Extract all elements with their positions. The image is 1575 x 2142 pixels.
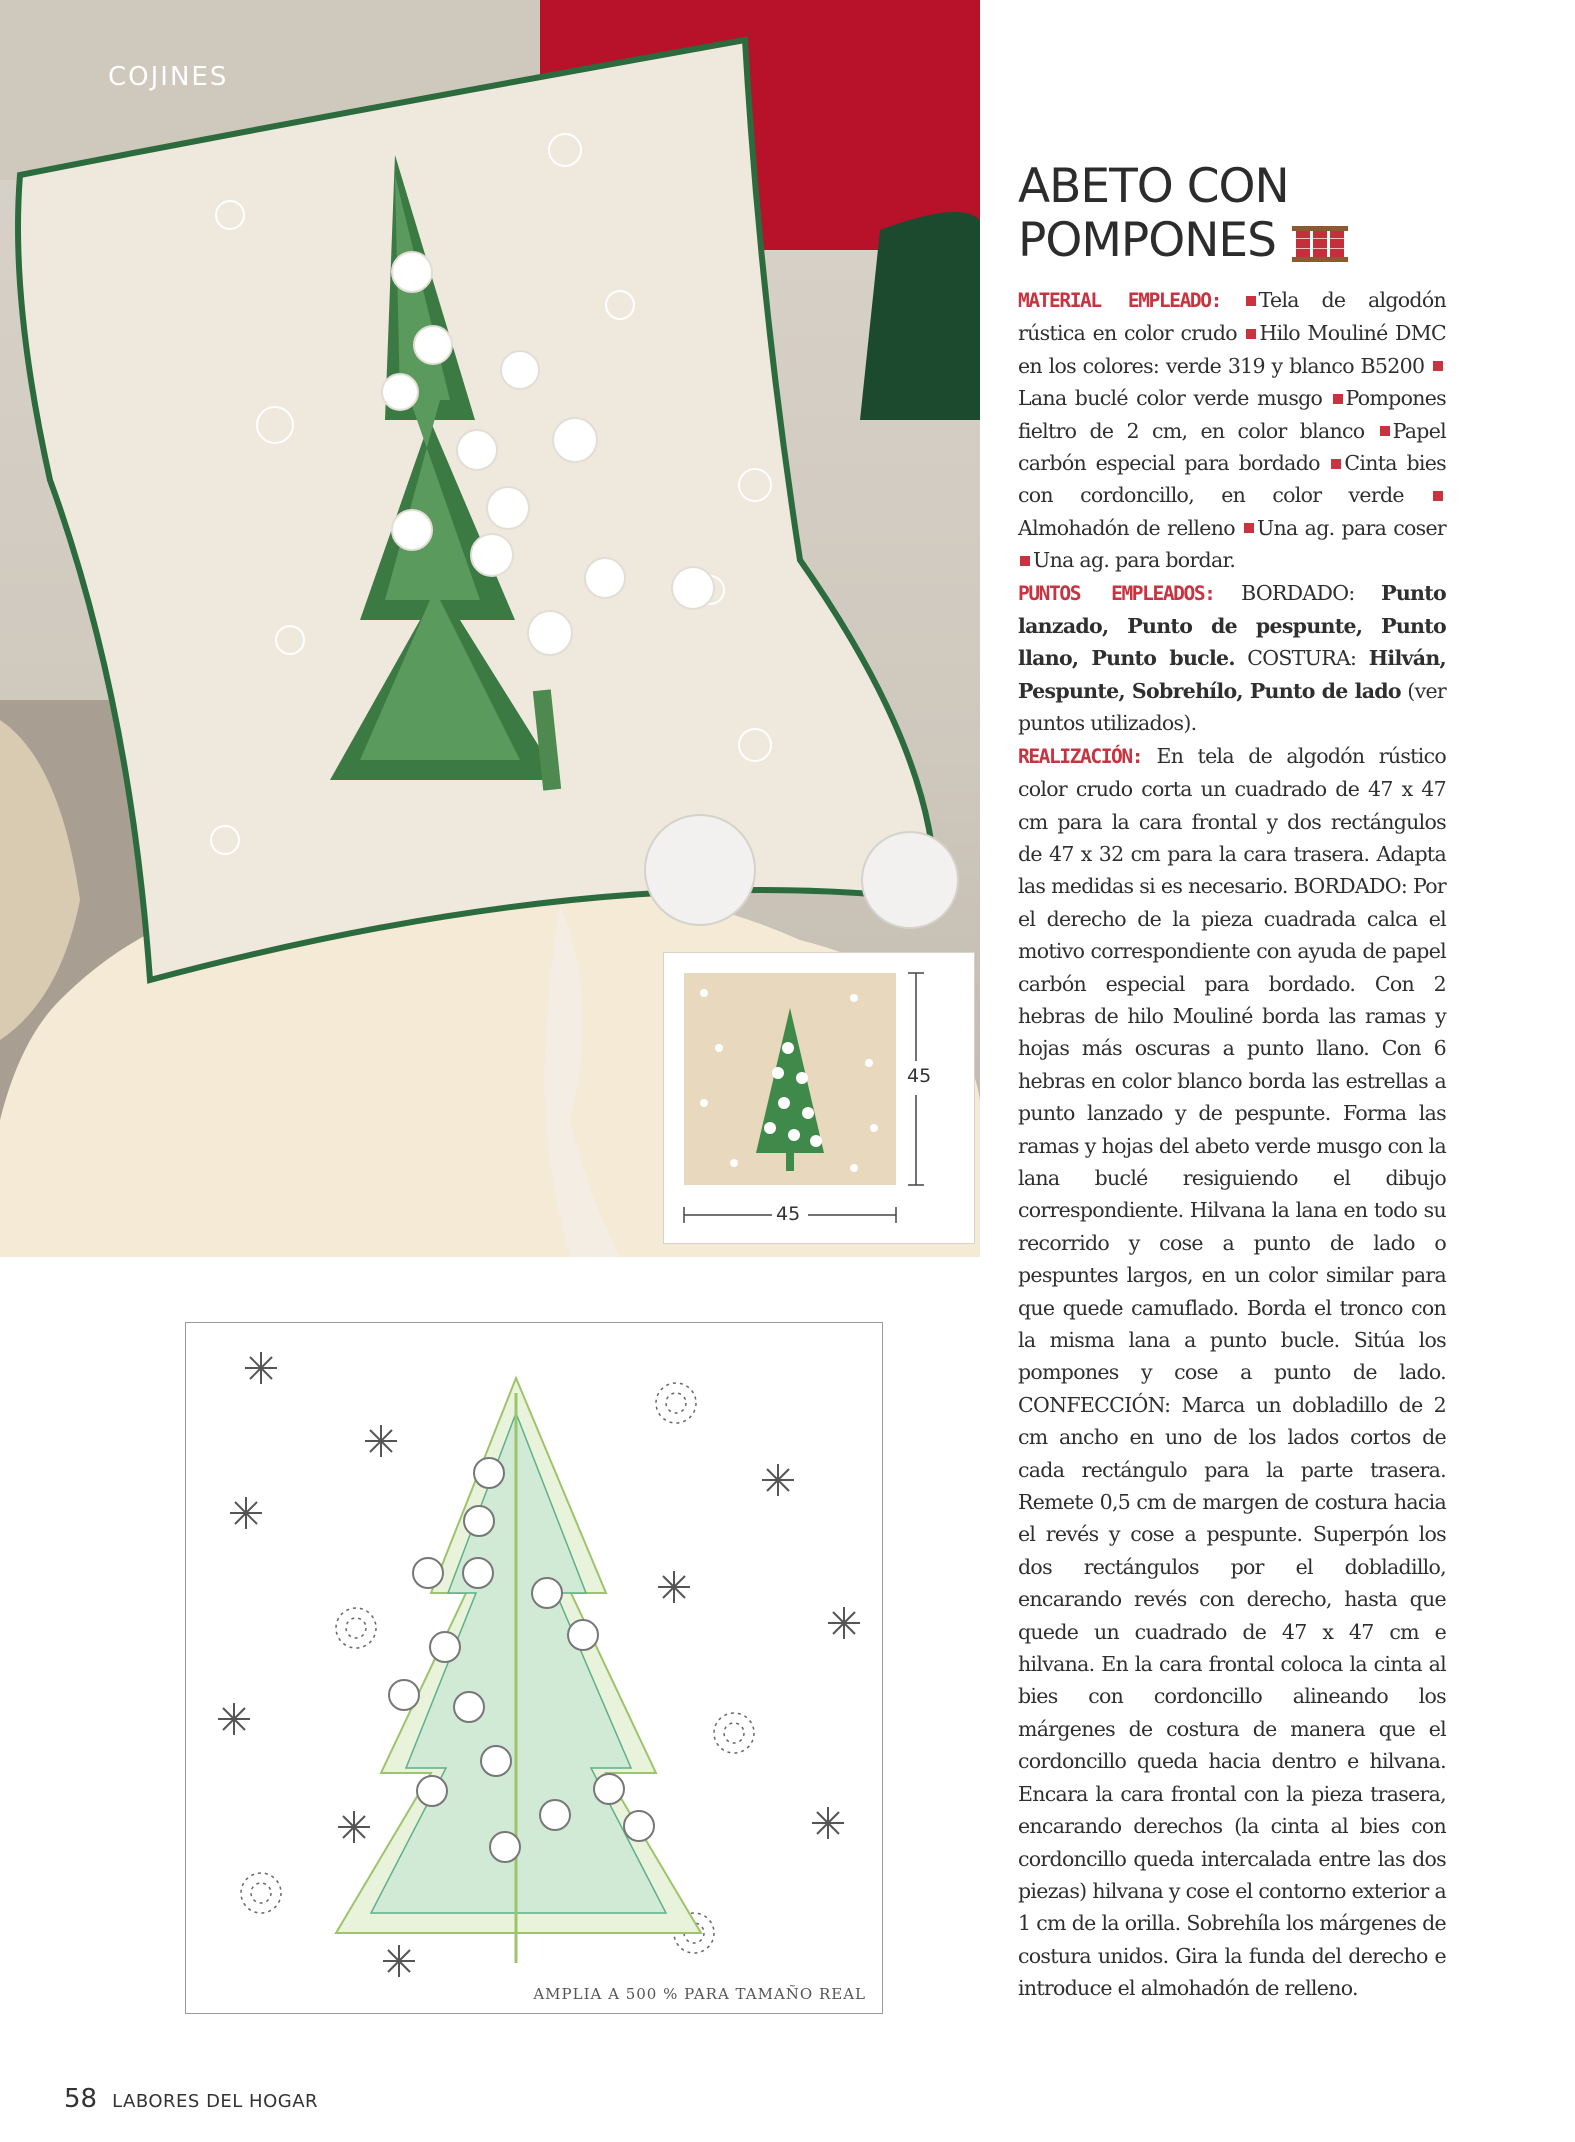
article-body [1018, 284, 1446, 2005]
spool-icon [1296, 226, 1310, 262]
realizacion-heading: REALIZACIÓN: [1018, 744, 1143, 768]
material-item: Pompones fieltro de 2 cm, en color blanco [1018, 386, 1446, 443]
magazine-name: LABORES DEL HOGAR [112, 2091, 319, 2112]
ornament-ball [862, 832, 958, 928]
difficulty-spool-icons [1296, 226, 1344, 262]
puntos-heading: PUNTOS EMPLEADOS: [1018, 581, 1215, 605]
title-line-2: POMPONES [1018, 213, 1276, 268]
puntos-note: (ver puntos utilizados). [1018, 678, 1446, 736]
bordado-list: Punto lanzado, Punto de pespunte, Punto llano, Punto bucle. [1018, 580, 1446, 671]
bullet-square-icon [1246, 296, 1256, 306]
bullet-square-icon [1246, 329, 1256, 339]
material-item: Una ag. para bordar. [1033, 548, 1236, 573]
material-list [1018, 288, 1446, 572]
material-item: Tela de algodón rústica en color crudo [1018, 288, 1446, 346]
ornament-ball [645, 815, 755, 925]
title-line-1: ABETO CON [1018, 159, 1289, 214]
dimension-width: 45 [776, 1203, 801, 1225]
pattern-drawing [186, 1323, 882, 2013]
page-footer [64, 2084, 318, 2114]
costura-list: Hilván, Pespunte, Sobrehílo, Punto de lado [1018, 646, 1446, 703]
material-heading: MATERIAL EMPLEADO: [1018, 289, 1221, 312]
bullet-square-icon [1380, 426, 1390, 436]
pattern-tree [336, 1378, 701, 1963]
cushion-photo [0, 0, 980, 1257]
article [1018, 160, 1446, 2005]
bullet-square-icon [1433, 361, 1443, 371]
spool-icon [1313, 226, 1327, 262]
bullet-square-icon [1433, 491, 1443, 501]
size-inset [663, 952, 975, 1244]
costura-label: COSTURA: [1247, 646, 1357, 671]
material-item: Cinta bies con cordoncillo, en color verde [1018, 451, 1446, 508]
bullet-square-icon [1244, 523, 1254, 533]
bullet-square-icon [1020, 556, 1030, 566]
material-item: Lana buclé color verde musgo [1018, 386, 1331, 411]
bullet-square-icon [1333, 394, 1343, 404]
enlarge-note: AMPLIA A 500 % PARA TAMAÑO REAL [533, 1985, 866, 2003]
realizacion-text: En tela de algodón rústico color crudo corta un cuadrado de 47 x 47 cm para la cara frontal y dos rectángulos de 47 x 32 cm para la cara trasera. Adapta las medidas si es necesario. BORDADO: Por el derecho de la pieza cuadrada calca el motivo correspondiente con ayuda de papel carbón especial para bordado. Con 2 hebras de hilo Mouliné borda las ramas y hojas más oscuras a punto llano. Con 6 hebras en color blanco borda las estrellas a punto lanzado y de pespunte. Forma las ramas y hojas del abeto verde musgo con la lana buclé resiguiendo el dibujo correspondiente. Hilvana la lana en todo su recorrido y cose a punto de lado o pespuntes largos, en un color similar para que quede camuflado. Borda el tronco con la misma lana a punto bucle. Sitúa los pompones y cose a punto de lado. CONFECCIÓN: Marca un dobladillo de 2 cm ancho en uno de los lados cortos de cada rectángulo para la parte trasera. Remete 0,5 cm de margen de costura hacia el revés y cose a pespunte. Superpón los dos rectángulos por el dobladillo, encarando revés con derecho, hasta que quede un cuadrado de 47 x 47 cm e hilvana. En la cara frontal coloca la cinta al bies con cordoncillo alineando los márgenes de costura de manera que el cordoncillo queda hacia dentro e hilvana. Encara la cara frontal con la pieza trasera, encarando derechos (la cinta al bies con cordoncillo queda intercalada entre las dos piezas) hilvana y cose el contorno exterior a 1 cm de la orilla. Sobrehíla los márgenes de costura unidos. Gira la funda del derecho e introduce el almohadón de relleno. [1018, 743, 1446, 2001]
article-title [1018, 160, 1446, 268]
material-item: Papel carbón especial para bordado [1018, 418, 1446, 476]
section-label: COJINES [108, 62, 229, 92]
bordado-label: BORDADO: [1241, 580, 1355, 605]
spool-icon [1330, 226, 1344, 262]
material-item: Una ag. para coser [1256, 515, 1446, 540]
bullet-square-icon [1331, 459, 1341, 469]
dimension-height: 45 [907, 1065, 932, 1087]
page-number: 58 [64, 2084, 98, 2114]
material-item: Almohadón de relleno [1018, 515, 1242, 540]
material-item: Hilo Mouliné DMC en los colores: verde 319 y blanco B5200 [1018, 321, 1446, 378]
embroidery-pattern [185, 1322, 883, 2014]
